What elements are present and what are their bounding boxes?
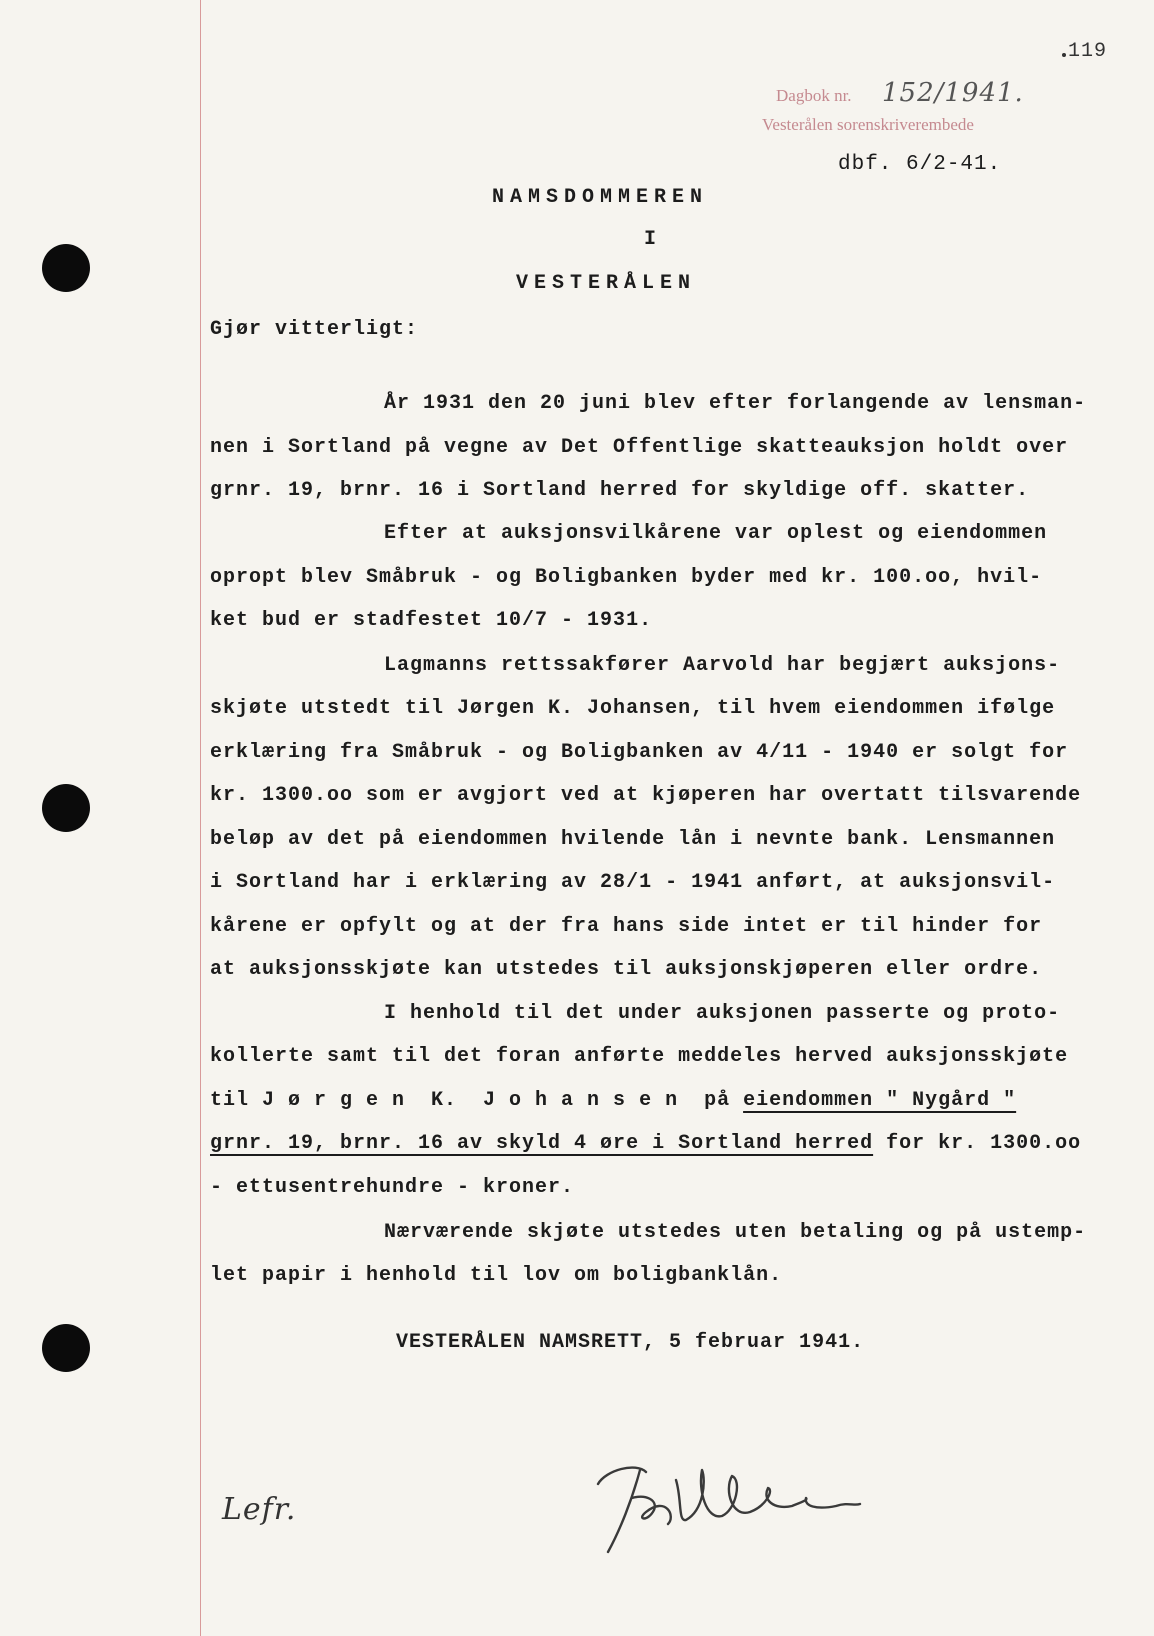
body-line: Efter at auksjonsvilkårene var oplest og eiendommen [384, 522, 1048, 545]
handwritten-initials: Lefr. [222, 1492, 297, 1527]
body-line: kollerte samt til det foran anførte meddeles herved auksjonsskjøte [210, 1045, 1069, 1068]
punch-hole [42, 244, 90, 292]
body-line: År 1931 den 20 juni blev efter forlangende av lensman- [384, 392, 1087, 415]
body-line: i Sortland har i erklæring av 28/1 - 1941 anført, at auksjonsvil- [210, 871, 1056, 894]
body-line: at auksjonsskjøte kan utstedes til auksjonskjøperen eller ordre. [210, 958, 1043, 981]
property-details: grnr. 19, brnr. 16 av skyld 4 øre i Sortland herred [210, 1132, 874, 1155]
body-line: ket bud er stadfestet 10/7 - 1931. [210, 609, 653, 632]
body-line: grnr. 19, brnr. 16 i Sortland herred for skyldige off. skatter. [210, 479, 1030, 502]
body-line-property-details [210, 1132, 1081, 1155]
stamp-handwritten-number: 152/1941. [882, 78, 1024, 108]
punch-hole [42, 784, 90, 832]
body-line: I henhold til det under auksjonen passerte og proto- [384, 1002, 1061, 1025]
body-line: beløp av det på eiendommen hvilende lån i nevnte bank. Lensmannen [210, 828, 1056, 851]
stamp-office: Vesterålen sorenskriverembede [762, 115, 974, 134]
stamp-label: Dagbok nr. [776, 86, 852, 105]
closing-line: let papir i henhold til lov om boligbanklån. [210, 1264, 783, 1287]
property-name: eiendommen " Nygård " [743, 1089, 1017, 1112]
body-line: nen i Sortland på vegne av Det Offentlige skatteauksjon holdt over [210, 436, 1069, 459]
body-line: Lagmanns rettssakfører Aarvold har begjært auksjons- [384, 654, 1061, 677]
body-line: kr. 1300.oo som er avgjort ved at kjøperen har overtatt tilsvarende [210, 784, 1082, 807]
closing-line: Nærværende skjøte utstedes uten betaling og på ustemp- [384, 1221, 1087, 1244]
buyer-name: til J ø r g e n K. J o h a n s e n på [210, 1089, 744, 1112]
body-line: erklæring fra Småbruk - og Boligbanken av 4/11 - 1940 er solgt for [210, 741, 1069, 764]
body-line: - ettusentrehundre - kroner. [210, 1176, 575, 1199]
page-dot [1062, 53, 1066, 57]
dbf-reference: dbf. 6/2-41. [838, 153, 1002, 176]
body-line: kårene er opfylt og at der fra hans side intet er til hinder for [210, 915, 1043, 938]
title-line-1: NAMSDOMMEREN [492, 186, 709, 209]
place-date: VESTERÅLEN NAMSRETT, 5 februar 1941. [396, 1331, 865, 1354]
handwritten-signature [536, 1440, 896, 1560]
salutation: Gjør vitterligt: [210, 318, 419, 341]
punch-hole [42, 1324, 90, 1372]
margin-line [200, 0, 201, 1636]
title-line-2: I [644, 228, 663, 251]
body-line: skjøte utstedt til Jørgen K. Johansen, til hvem eiendommen ifølge [210, 697, 1056, 720]
price: for kr. 1300.oo [873, 1132, 1082, 1155]
title-line-3: VESTERÅLEN [516, 272, 697, 295]
body-line: opropt blev Småbruk - og Boligbanken byder med kr. 100.oo, hvil- [210, 566, 1043, 589]
page-number: 119 [1068, 40, 1108, 63]
body-line-property [210, 1089, 1016, 1112]
